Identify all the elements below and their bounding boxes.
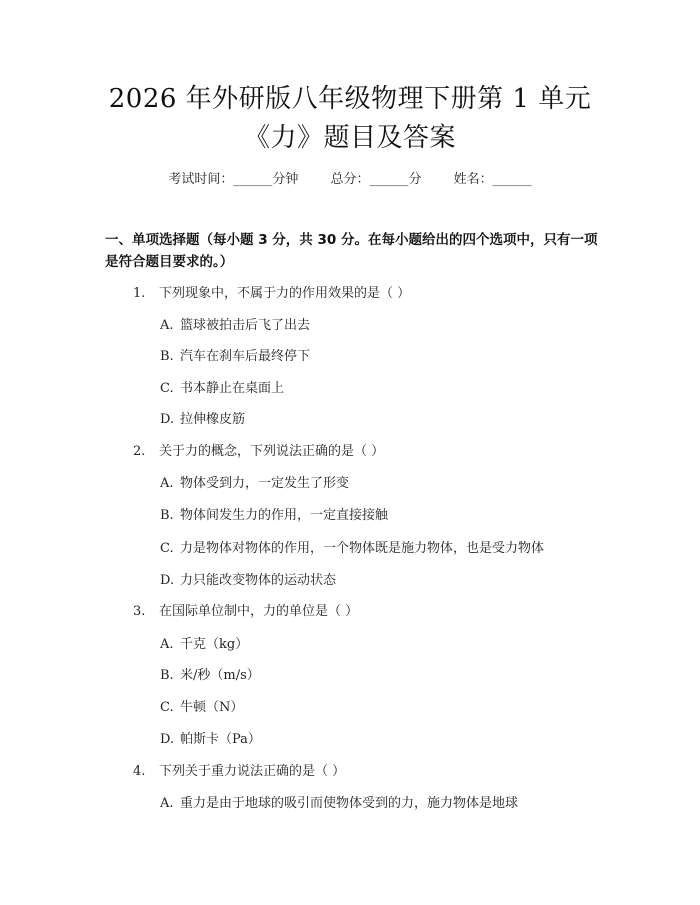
question-text: 在国际单位制中，力的单位是（ ） bbox=[159, 604, 359, 619]
question-text: 下列关于重力说法正确的是（ ） bbox=[159, 764, 346, 779]
option-label: D. bbox=[160, 573, 175, 588]
option-text: 重力是由于地球的吸引而使物体受到的力，施力物体是地球 bbox=[180, 796, 519, 811]
exam-time: 考试时间：______分钟 bbox=[168, 172, 299, 187]
option-label: B. bbox=[160, 668, 174, 683]
question-number: 3. bbox=[133, 604, 146, 619]
option-3a bbox=[160, 633, 248, 652]
option-2d bbox=[160, 569, 336, 588]
option-label: A. bbox=[160, 318, 174, 333]
option-4a bbox=[160, 792, 518, 811]
option-2c bbox=[160, 537, 544, 556]
question-3 bbox=[133, 600, 358, 619]
option-3d bbox=[160, 728, 261, 747]
option-1a bbox=[160, 314, 310, 333]
option-text: 物体间发生力的作用，一定直接接触 bbox=[180, 508, 389, 523]
option-text: 米/秒（m/s） bbox=[180, 668, 260, 683]
option-label: D. bbox=[160, 412, 175, 427]
option-text: 千克（kg） bbox=[180, 637, 249, 652]
option-text: 篮球被拍击后飞了出去 bbox=[180, 318, 311, 333]
question-text: 关于力的概念，下列说法正确的是（ ） bbox=[159, 444, 385, 459]
option-1d bbox=[160, 408, 245, 427]
option-text: 书本静止在桌面上 bbox=[180, 381, 285, 396]
option-label: C. bbox=[160, 381, 174, 396]
option-label: C. bbox=[160, 700, 174, 715]
student-name: 姓名：______ bbox=[453, 172, 532, 187]
option-label: B. bbox=[160, 349, 174, 364]
option-2b bbox=[160, 504, 388, 523]
option-text: 力只能改变物体的运动状态 bbox=[180, 573, 337, 588]
option-2a bbox=[160, 472, 349, 491]
option-label: A. bbox=[160, 476, 174, 491]
option-1c bbox=[160, 377, 284, 396]
option-label: A. bbox=[160, 637, 174, 652]
question-number: 1. bbox=[133, 286, 146, 301]
total-score: 总分：______分 bbox=[330, 172, 422, 187]
question-1 bbox=[133, 282, 410, 301]
option-label: B. bbox=[160, 508, 174, 523]
question-text: 下列现象中，不属于力的作用效果的是（ ） bbox=[159, 286, 411, 301]
option-3c bbox=[160, 696, 243, 715]
question-2 bbox=[133, 440, 384, 459]
option-text: 拉伸橡皮筋 bbox=[180, 412, 246, 427]
doc-title-line1: 2026 年外研版八年级物理下册第 1 单元 bbox=[108, 84, 592, 114]
option-text: 物体受到力，一定发生了形变 bbox=[180, 476, 350, 491]
option-text: 帕斯卡（Pa） bbox=[180, 732, 261, 747]
option-text: 牛顿（N） bbox=[180, 700, 244, 715]
option-label: C. bbox=[160, 541, 174, 556]
option-3b bbox=[160, 664, 260, 683]
option-label: A. bbox=[160, 796, 174, 811]
question-number: 2. bbox=[133, 444, 146, 459]
doc-title-line2: 《力》题目及答案 bbox=[243, 123, 456, 153]
exam-meta bbox=[0, 168, 700, 187]
question-4 bbox=[133, 760, 345, 779]
option-1b bbox=[160, 345, 310, 364]
option-label: D. bbox=[160, 732, 175, 747]
question-number: 4. bbox=[133, 764, 146, 779]
option-text: 力是物体对物体的作用，一个物体既是施力物体，也是受力物体 bbox=[180, 541, 545, 556]
option-text: 汽车在刹车后最终停下 bbox=[180, 349, 311, 364]
section-heading: 一、单项选择题（每小题 3 分，共 30 分。在每小题给出的四个选项中，只有一项是符合题目要求的。） bbox=[105, 232, 598, 270]
